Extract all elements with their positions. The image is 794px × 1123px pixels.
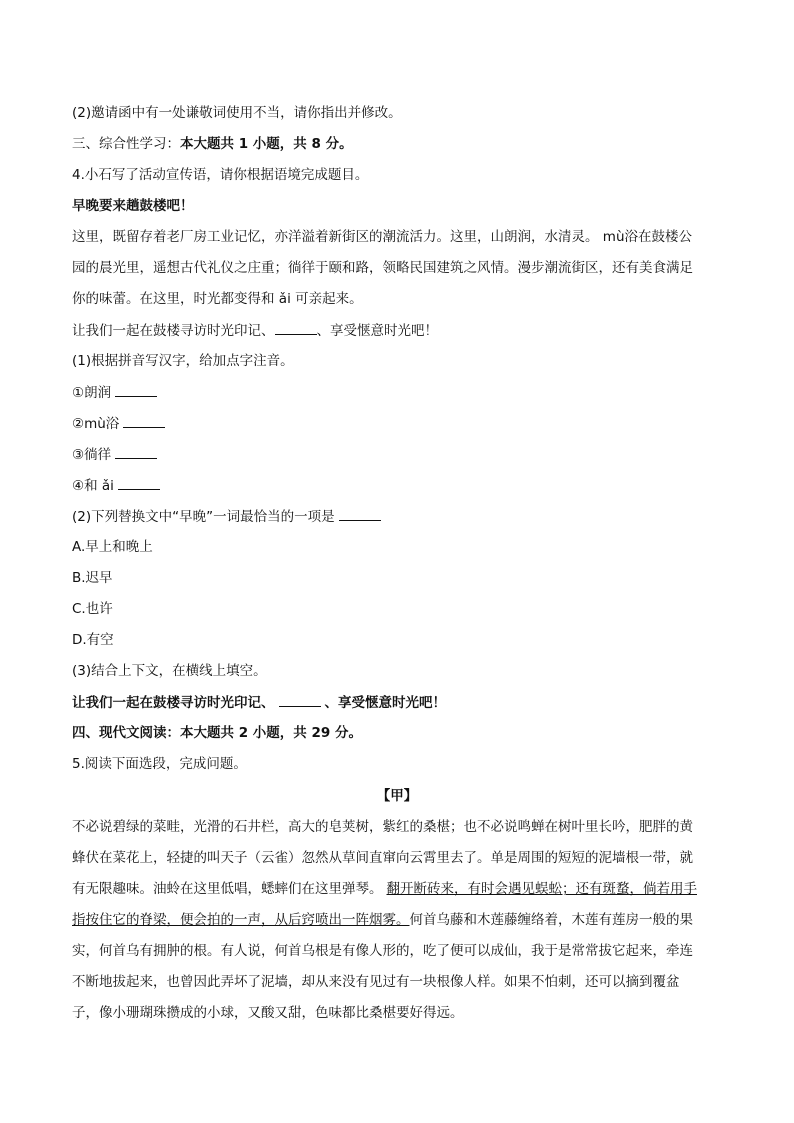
answer-blank[interactable] bbox=[123, 413, 165, 428]
item-label: ③徜徉 bbox=[72, 447, 112, 463]
fill-line bbox=[72, 692, 722, 712]
reading-line bbox=[72, 879, 722, 899]
section-heading bbox=[72, 134, 722, 154]
item-label: ②mù浴 bbox=[72, 416, 120, 432]
item-label: ④和 ǎi bbox=[72, 478, 114, 494]
passage-fill-line bbox=[72, 320, 722, 340]
pinyin-item bbox=[72, 413, 722, 433]
section-title: 三、综合性学习： bbox=[72, 136, 180, 152]
passage-line: 这里，既留存着老厂房工业记忆，亦洋溢着新街区的潮流活力。这里，山朗润，水清灵。 mù浴在鼓楼公 bbox=[72, 229, 692, 245]
passage-line: 园的晨光里，遥想古代礼仪之庄重；徜徉于颐和路，领略民国建筑之风情。漫步潮流街区，还有美食满足 bbox=[72, 260, 693, 276]
item-label: ①朗润 bbox=[72, 385, 112, 401]
underlined-sentence: 翻开断砖来，有时会遇见蜈蚣；还有斑蝥，倘若用手 bbox=[386, 881, 697, 897]
passage-title: 【甲】 bbox=[376, 788, 418, 804]
option-b[interactable]: B.迟早 bbox=[72, 570, 113, 586]
reading-line: 实，何首乌有拥肿的根。有人说，何首乌根是有像人形的，吃了便可以成仙，我于是常常拔它起来，牵连 bbox=[72, 943, 693, 959]
fill-text-a: 让我们一起在鼓楼寻访时光印记、 bbox=[72, 323, 275, 339]
section-detail: 本大题共 2 小题，共 29 分。 bbox=[180, 725, 362, 741]
slogan-rest: 要来趟鼓楼吧！ bbox=[99, 198, 194, 214]
answer-blank[interactable] bbox=[279, 692, 321, 707]
option-a[interactable]: A.早上和晚上 bbox=[72, 539, 153, 555]
question-intro: 4.小石写了活动宣传语，请你根据语境完成题目。 bbox=[72, 167, 369, 183]
reading-line bbox=[72, 910, 722, 930]
fill-text-a: 让我们一起在鼓楼寻访时光印记、 bbox=[72, 695, 275, 711]
option-d[interactable]: D.有空 bbox=[72, 632, 114, 648]
sub-question-stem: (1)根据拼音写汉字，给加点字注音。 bbox=[72, 353, 294, 369]
option-c[interactable]: C.也许 bbox=[72, 601, 113, 617]
question-intro: 5.阅读下面选段，完成问题。 bbox=[72, 756, 247, 772]
section-heading bbox=[72, 723, 722, 743]
answer-blank[interactable] bbox=[118, 475, 160, 490]
reading-line: 蜂伏在菜花上，轻捷的叫天子（云雀）忽然从草间直窜向云霄里去了。单是周围的短短的泥墙根一带，就 bbox=[72, 850, 693, 866]
sub-question-stem: (3)结合上下文，在横线上填空。 bbox=[72, 663, 267, 679]
pinyin-item bbox=[72, 475, 722, 495]
answer-blank[interactable] bbox=[275, 320, 317, 335]
answer-blank[interactable] bbox=[339, 506, 381, 521]
pinyin-item bbox=[72, 382, 722, 402]
section-title: 四、现代文阅读： bbox=[72, 725, 180, 741]
underlined-sentence: 指按住它的脊梁，便会拍的一声，从后窍喷出一阵烟雾。 bbox=[72, 912, 410, 928]
slogan-line bbox=[72, 196, 722, 216]
reading-text: 有无限趣味。油蛉在这里低唱，蟋蟀们在这里弹琴。 bbox=[72, 881, 383, 897]
fill-text-b: 、享受惬意时光吧！ bbox=[316, 323, 438, 339]
reading-line: 子，像小珊瑚珠攒成的小球，又酸又甜，色味都比桑椹要好得远。 bbox=[72, 1005, 464, 1021]
reading-line: 不断地拔起来，也曾因此弄坏了泥墙，却从来没有见过有一块根像人样。如果不怕刺，还可以摘到覆盆 bbox=[72, 974, 680, 990]
answer-blank[interactable] bbox=[115, 382, 157, 397]
fill-text-b: 、享受惬意时光吧！ bbox=[324, 695, 446, 711]
reading-text: 何首乌藤和木莲藤缠络着，木莲有莲房一般的果 bbox=[409, 912, 693, 928]
reading-line: 不必说碧绿的菜畦，光滑的石井栏，高大的皂荚树，紫红的桑椹；也不必说鸣蝉在树叶里长吟，肥胖的黄 bbox=[72, 819, 693, 835]
section-detail: 本大题共 1 小题，共 8 分。 bbox=[180, 136, 353, 152]
pinyin-item bbox=[72, 444, 722, 464]
passage-line: 你的味蕾。在这里，时光都变得和 ǎi 可亲起来。 bbox=[72, 291, 363, 307]
sub-question-stem bbox=[72, 506, 722, 526]
answer-blank[interactable] bbox=[115, 444, 157, 459]
question-line: (2)邀请函中有一处谦敬词使用不当，请你指出并修改。 bbox=[72, 105, 402, 121]
stem-text: (2)下列替换文中“早晚”一词最恰当的一项是 bbox=[72, 509, 335, 525]
dotted-word: 早晚 bbox=[72, 198, 99, 214]
